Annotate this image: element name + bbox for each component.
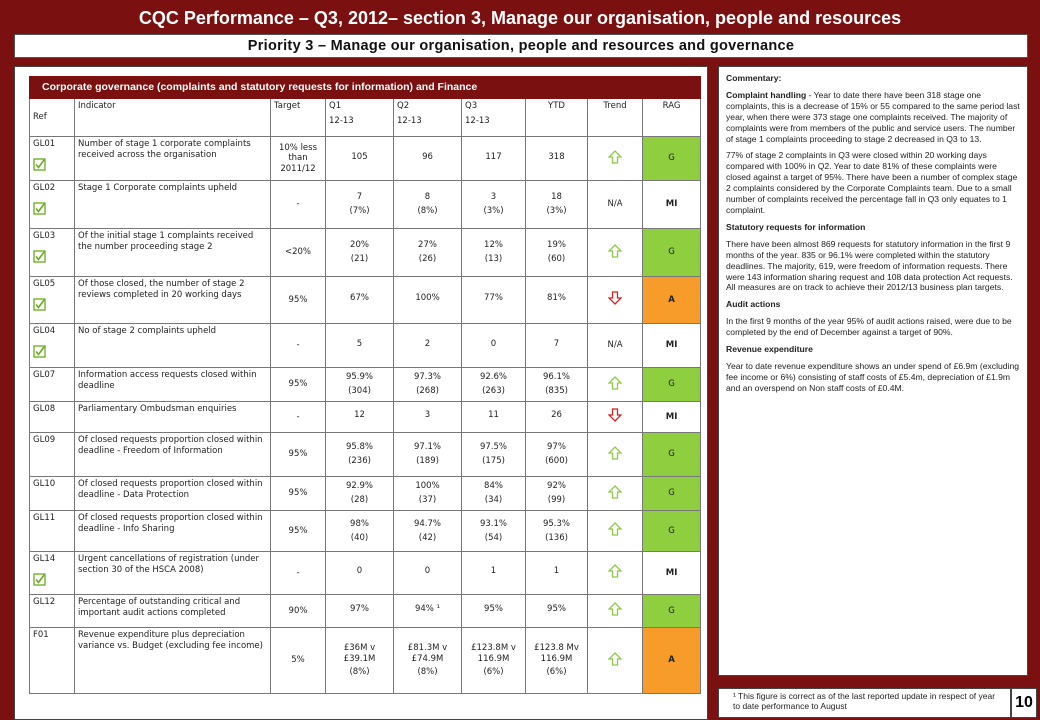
q3-cell-detail: (54)	[484, 532, 503, 543]
q1-cell-detail: (304)	[348, 386, 371, 396]
ytd-cell-detail: (3%)	[546, 206, 567, 216]
ytd-cell	[526, 137, 588, 181]
ref-cell	[30, 628, 75, 694]
checkbox-checked-icon	[33, 158, 46, 171]
q3-cell	[462, 137, 526, 181]
arrow-down-icon	[608, 408, 622, 422]
revenue-heading: Revenue expenditure	[726, 344, 813, 355]
page-subtitle: Priority 3 – Manage our organisation, people and resources and governance	[14, 34, 1028, 58]
table-row	[30, 628, 701, 694]
q2-cell	[394, 477, 462, 511]
q1-cell-value: 20%	[350, 240, 369, 251]
ytd-cell	[526, 324, 588, 368]
q1-cell	[326, 137, 394, 181]
q1-cell-detail: (236)	[348, 456, 371, 466]
table-row	[30, 477, 701, 511]
q2-cell	[394, 402, 462, 433]
ref-cell	[30, 277, 75, 324]
indicator-cell: No of stage 2 complaints upheld	[75, 324, 271, 368]
trend-cell	[588, 229, 643, 277]
q2-cell-value: 8	[424, 192, 431, 203]
q3-cell-value: 117	[485, 151, 502, 162]
indicator-cell: Urgent cancellations of registration (under section 30 of the HSCA 2008)	[75, 552, 271, 595]
ytd-cell	[526, 433, 588, 477]
rag-status-cell: A	[643, 628, 701, 694]
rag-status-cell: G	[643, 137, 701, 181]
q3-cell	[462, 552, 526, 595]
ref-code: F01	[33, 630, 49, 640]
ref-code: GL03	[33, 231, 56, 241]
target-cell: -	[271, 552, 326, 595]
ytd-cell-detail: (835)	[545, 386, 568, 396]
indicator-cell: Number of stage 1 corporate complaints received across the organisation	[75, 137, 271, 181]
target-cell: 95%	[271, 277, 326, 324]
statutory-paragraph: There have been almost 869 requests for statutory information in the first 9 months of the year. 835 or 96.1% were completed within the statutory deadlines. The majority, 619, were freedom of information requests. There were 143 information sharing request and 108 data protection Act requests. All measures are on track to achieve their 2012/13 business plan targets.	[726, 238, 1013, 293]
q3-cell-value: 11	[488, 410, 499, 421]
q3-cell-detail: (175)	[482, 456, 505, 466]
ytd-cell-value: 1	[553, 566, 560, 577]
q2-cell	[394, 229, 462, 277]
ytd-cell-value: 18	[551, 192, 562, 203]
q1-cell-value: 95.8%	[345, 442, 373, 453]
trend-cell	[588, 402, 643, 433]
target-cell: <20%	[271, 229, 326, 277]
ref-code: GL10	[33, 479, 56, 489]
q2-cell-value: 97.3%	[413, 372, 441, 383]
q3-cell-detail: (263)	[482, 386, 505, 396]
q3-label: Q3	[465, 101, 478, 111]
ytd-cell-value: 81%	[547, 293, 566, 304]
checkbox-checked-icon	[33, 250, 46, 263]
arrow-up-icon	[608, 602, 622, 616]
ytd-cell-value: 92%	[547, 481, 566, 492]
ref-cell	[30, 137, 75, 181]
table-row	[30, 368, 701, 402]
q2-cell-detail: (37)	[418, 495, 437, 505]
q3-cell-detail: (6%)	[483, 667, 504, 678]
col-header-ytd: YTD	[526, 99, 588, 137]
table-row	[30, 277, 701, 324]
q3-cell	[462, 324, 526, 368]
q1-cell-detail: (21)	[350, 254, 369, 264]
ytd-cell-value: 318	[548, 151, 565, 162]
target-cell: 95%	[271, 433, 326, 477]
q2-cell	[394, 324, 462, 368]
indicator-cell: Stage 1 Corporate complaints upheld	[75, 181, 271, 229]
q2-label: Q2	[397, 101, 410, 111]
q2-cell-value: £81.3M v £74.9M	[407, 643, 448, 664]
footnote: ¹ This figure is correct as of the last reported update in respect of year to date performance to August	[718, 688, 1011, 718]
q1-cell-detail: (40)	[350, 532, 369, 543]
q1-cell	[326, 402, 394, 433]
q3-cell-detail: (34)	[484, 495, 503, 505]
complaints-paragraph	[726, 90, 1020, 145]
target-cell: 5%	[271, 628, 326, 694]
q1-cell-detail: (8%)	[349, 667, 370, 678]
q3-cell	[462, 628, 526, 694]
ytd-cell-value: 97%	[547, 442, 566, 453]
col-header-q3	[462, 99, 526, 137]
ref-cell	[30, 511, 75, 552]
target-cell: -	[271, 181, 326, 229]
q2-cell-value: 100%	[415, 481, 440, 492]
ref-code: GL09	[33, 435, 56, 445]
ref-code: GL12	[33, 597, 56, 607]
q1-cell	[326, 324, 394, 368]
rag-status-cell: G	[643, 229, 701, 277]
q1-cell	[326, 277, 394, 324]
ytd-cell-detail: (6%)	[546, 667, 567, 678]
indicator-cell: Of closed requests proportion closed within deadline - Freedom of Information	[75, 433, 271, 477]
trend-text: N/A	[607, 340, 623, 351]
table-row	[30, 595, 701, 628]
q1-cell-detail: (7%)	[349, 206, 370, 216]
arrow-up-icon	[608, 244, 622, 258]
trend-cell	[588, 181, 643, 229]
q2-cell-value: 100%	[415, 293, 440, 304]
complaints-paragraph-2: 77% of stage 2 complaints in Q3 were closed within 20 working days compared with 100% in Q2. Year to date 81% of these complaints were closed against a target of 95%. There have been a number of complex stage 2 complaints considered by the Corporate Complaints team. Due to a small number of complaints received the percentage fall in Q3 only equates to 1 complaint.	[726, 150, 1018, 215]
q1-cell	[326, 229, 394, 277]
audit-paragraph: In the first 9 months of the year 95% of audit actions raised, were due to be completed by the end of December against a target of 90%.	[726, 316, 1012, 338]
q2-cell	[394, 511, 462, 552]
q2-cell-value: 27%	[418, 240, 437, 251]
col-header-ref: Ref	[30, 99, 75, 137]
q2-cell-detail: (268)	[416, 386, 439, 396]
rag-status-cell: G	[643, 477, 701, 511]
q3-cell-value: £123.8M v 116.9M	[471, 643, 516, 664]
ytd-cell-value: 19%	[547, 240, 566, 251]
q2-cell	[394, 433, 462, 477]
rag-status-cell: G	[643, 511, 701, 552]
table-row	[30, 433, 701, 477]
q1-cell-detail: (28)	[350, 495, 369, 505]
ytd-cell	[526, 511, 588, 552]
target-cell: 10% less than 2011/12	[271, 137, 326, 181]
rag-status-cell: G	[643, 595, 701, 628]
ref-cell	[30, 229, 75, 277]
q1-cell	[326, 628, 394, 694]
arrow-up-icon	[608, 485, 622, 499]
ref-code: GL08	[33, 404, 56, 414]
commentary-panel	[718, 66, 1028, 676]
table-section-header: Corporate governance (complaints and statutory requests for information) and Finance	[30, 77, 701, 99]
kpi-table-body	[30, 137, 701, 694]
ref-cell	[30, 181, 75, 229]
q1-cell-value: 97%	[350, 604, 369, 615]
q1-cell	[326, 477, 394, 511]
ytd-cell-value: 26	[551, 410, 562, 421]
ytd-cell	[526, 402, 588, 433]
q3-cell-value: 77%	[484, 293, 503, 304]
table-row	[30, 402, 701, 433]
q3-cell-value: 1	[490, 566, 497, 577]
q3-cell-detail: (3%)	[483, 206, 504, 216]
q1-cell	[326, 511, 394, 552]
indicator-cell: Revenue expenditure plus depreciation variance vs. Budget (excluding fee income)	[75, 628, 271, 694]
target-cell: 95%	[271, 368, 326, 402]
trend-cell	[588, 477, 643, 511]
target-cell: 95%	[271, 477, 326, 511]
trend-cell	[588, 324, 643, 368]
indicator-cell: Parliamentary Ombudsman enquiries	[75, 402, 271, 433]
ytd-cell-value: 95%	[547, 604, 566, 615]
commentary-heading: Commentary:	[726, 73, 782, 83]
q2-cell-detail: (189)	[416, 456, 439, 466]
col-header-trend: Trend	[588, 99, 643, 137]
checkbox-checked-icon	[33, 573, 46, 586]
col-header-indicator: Indicator	[75, 99, 271, 137]
table-row	[30, 324, 701, 368]
q1-cell-value: 0	[356, 566, 363, 577]
table-row	[30, 229, 701, 277]
ref-cell	[30, 368, 75, 402]
q2-cell	[394, 628, 462, 694]
q2-cell-detail: (26)	[418, 254, 437, 264]
target-cell: 90%	[271, 595, 326, 628]
q3-cell-value: 12%	[484, 240, 503, 251]
col-header-q1	[326, 99, 394, 137]
page-title: CQC Performance – Q3, 2012– section 3, Manage our organisation, people and resources	[138, 8, 902, 28]
ref-code: GL04	[33, 326, 56, 336]
ytd-cell	[526, 628, 588, 694]
ytd-cell-detail: (60)	[547, 254, 566, 264]
q3-cell	[462, 368, 526, 402]
q3-cell-detail: (13)	[484, 254, 503, 264]
indicator-cell: Information access requests closed within deadline	[75, 368, 271, 402]
q3-cell-value: 3	[490, 192, 497, 203]
q2-cell-value: 2	[424, 338, 431, 349]
ref-cell	[30, 552, 75, 595]
q1-cell	[326, 368, 394, 402]
q1-cell-value: 67%	[350, 293, 369, 304]
target-cell: 95%	[271, 511, 326, 552]
arrow-down-icon	[608, 291, 622, 305]
ref-code: GL05	[33, 279, 56, 289]
q1-label: Q1	[329, 101, 342, 111]
q3-cell	[462, 433, 526, 477]
indicator-cell: Of those closed, the number of stage 2 reviews completed in 20 working days	[75, 277, 271, 324]
trend-cell	[588, 368, 643, 402]
ytd-cell-detail: (600)	[545, 456, 568, 466]
col-header-target: Target	[271, 99, 326, 137]
indicator-cell: Percentage of outstanding critical and important audit actions completed	[75, 595, 271, 628]
rag-status-cell: G	[643, 368, 701, 402]
q3-cell-value: 84%	[484, 481, 503, 492]
col-header-q2	[394, 99, 462, 137]
q1-cell-value: 7	[356, 192, 363, 203]
trend-cell	[588, 595, 643, 628]
ytd-cell-detail: (136)	[545, 532, 568, 543]
ytd-cell	[526, 552, 588, 595]
target-cell: -	[271, 402, 326, 433]
ref-cell	[30, 595, 75, 628]
checkbox-checked-icon	[33, 298, 46, 311]
q3-cell-value: 97.5%	[479, 442, 507, 453]
q2-cell	[394, 368, 462, 402]
ytd-cell-value: 7	[553, 338, 560, 349]
q1-cell-value: 95.9%	[345, 372, 373, 383]
q3-cell	[462, 511, 526, 552]
table-row	[30, 137, 701, 181]
q2-cell-value: 94% ¹	[414, 604, 440, 615]
arrow-up-icon	[608, 446, 622, 460]
col-header-rag: RAG	[643, 99, 701, 137]
audit-heading: Audit actions	[726, 299, 781, 310]
indicator-cell: Of the initial stage 1 complaints received the number proceeding stage 2	[75, 229, 271, 277]
arrow-up-icon	[608, 522, 622, 536]
q2-cell	[394, 277, 462, 324]
rag-status-cell: MI	[643, 181, 701, 229]
ref-cell	[30, 433, 75, 477]
q3-cell-value: 0	[490, 338, 497, 349]
trend-cell	[588, 628, 643, 694]
ref-code: GL14	[33, 554, 56, 564]
ytd-cell-detail: (99)	[547, 495, 566, 505]
q1-cell-value: 105	[351, 151, 368, 162]
ytd-cell	[526, 229, 588, 277]
ytd-cell-value: 95.3%	[542, 518, 570, 529]
q2-cell	[394, 181, 462, 229]
ytd-cell	[526, 595, 588, 628]
ref-code: GL11	[33, 513, 56, 523]
q2-cell-detail: (42)	[418, 532, 437, 543]
q1-cell-value: 98%	[350, 518, 369, 529]
arrow-up-icon	[608, 652, 622, 666]
q1-cell	[326, 181, 394, 229]
q1-cell-value: 12	[354, 410, 365, 421]
trend-cell	[588, 433, 643, 477]
ytd-cell	[526, 277, 588, 324]
trend-cell	[588, 137, 643, 181]
trend-cell	[588, 552, 643, 595]
q2-cell-value: 0	[424, 566, 431, 577]
q1-period: 12-13	[329, 115, 354, 126]
complaints-heading: Complaint handling	[726, 89, 807, 100]
q3-period: 12-13	[465, 115, 490, 126]
ref-cell	[30, 324, 75, 368]
kpi-table-panel	[14, 66, 708, 720]
target-cell: -	[271, 324, 326, 368]
ytd-cell	[526, 368, 588, 402]
q2-cell	[394, 137, 462, 181]
q2-cell-value: 97.1%	[413, 442, 441, 453]
arrow-up-icon	[608, 376, 622, 390]
table-row	[30, 511, 701, 552]
arrow-up-icon	[608, 150, 622, 164]
checkbox-checked-icon	[33, 345, 46, 358]
page-number: 10	[1011, 688, 1037, 718]
statutory-heading: Statutory requests for information	[726, 221, 866, 232]
indicator-cell: Of closed requests proportion closed within deadline - Info Sharing	[75, 511, 271, 552]
ref-code: GL01	[33, 139, 56, 149]
rag-status-cell: MI	[643, 324, 701, 368]
trend-text: N/A	[607, 199, 623, 210]
checkbox-checked-icon	[33, 202, 46, 215]
q2-cell	[394, 552, 462, 595]
q1-cell-value: £36M v £39.1M	[343, 643, 376, 664]
ref-cell	[30, 402, 75, 433]
q1-cell	[326, 433, 394, 477]
kpi-table	[29, 76, 701, 694]
q1-cell-value: 92.9%	[345, 481, 373, 492]
q3-cell-value: 92.6%	[479, 372, 507, 383]
ytd-cell-value: 96.1%	[542, 372, 570, 383]
rag-status-cell: MI	[643, 552, 701, 595]
q3-cell	[462, 229, 526, 277]
arrow-up-icon	[608, 564, 622, 578]
complaints-text: - Year to date there have been 318 stage one complaints, this is a decrease of 15% or 55 compared to the same period last year, when there were 373 stage one complaints received. The majority of complaints were from members of the public and service users. The number of stage 1 complaints proceeding to stage 2 decreased in Q3 to 13.	[726, 89, 1020, 144]
rag-status-cell: G	[643, 433, 701, 477]
ytd-cell-value: £123.8 Mv 116.9M	[534, 643, 579, 664]
q2-cell-detail: (8%)	[417, 667, 438, 678]
indicator-cell: Of closed requests proportion closed within deadline - Data Protection	[75, 477, 271, 511]
ytd-cell	[526, 477, 588, 511]
q3-cell	[462, 477, 526, 511]
q3-cell	[462, 181, 526, 229]
rag-status-cell: A	[643, 277, 701, 324]
ref-code: GL07	[33, 370, 56, 380]
table-row	[30, 181, 701, 229]
ytd-cell	[526, 181, 588, 229]
q3-cell	[462, 402, 526, 433]
ref-cell	[30, 477, 75, 511]
q3-cell-value: 95%	[484, 604, 503, 615]
q1-cell	[326, 595, 394, 628]
q2-cell-value: 3	[424, 410, 431, 421]
q1-cell	[326, 552, 394, 595]
q2-cell-detail: (8%)	[417, 206, 438, 216]
trend-cell	[588, 277, 643, 324]
revenue-paragraph: Year to date revenue expenditure shows an under spend of £6.9m (excluding fee income or 6%) consisting of staff costs of £5.4m, depreciation of £1.9m and an overspend on Non staff costs of £0.4M.	[726, 360, 1020, 393]
q3-cell	[462, 595, 526, 628]
ref-code: GL02	[33, 183, 56, 193]
q3-cell-value: 93.1%	[479, 518, 507, 529]
q3-cell	[462, 277, 526, 324]
q2-period: 12-13	[397, 115, 422, 126]
q1-cell-value: 5	[356, 338, 363, 349]
q2-cell-value: 94.7%	[413, 518, 441, 529]
rag-status-cell: MI	[643, 402, 701, 433]
trend-cell	[588, 511, 643, 552]
q2-cell-value: 96	[422, 151, 433, 162]
table-row	[30, 552, 701, 595]
q2-cell	[394, 595, 462, 628]
